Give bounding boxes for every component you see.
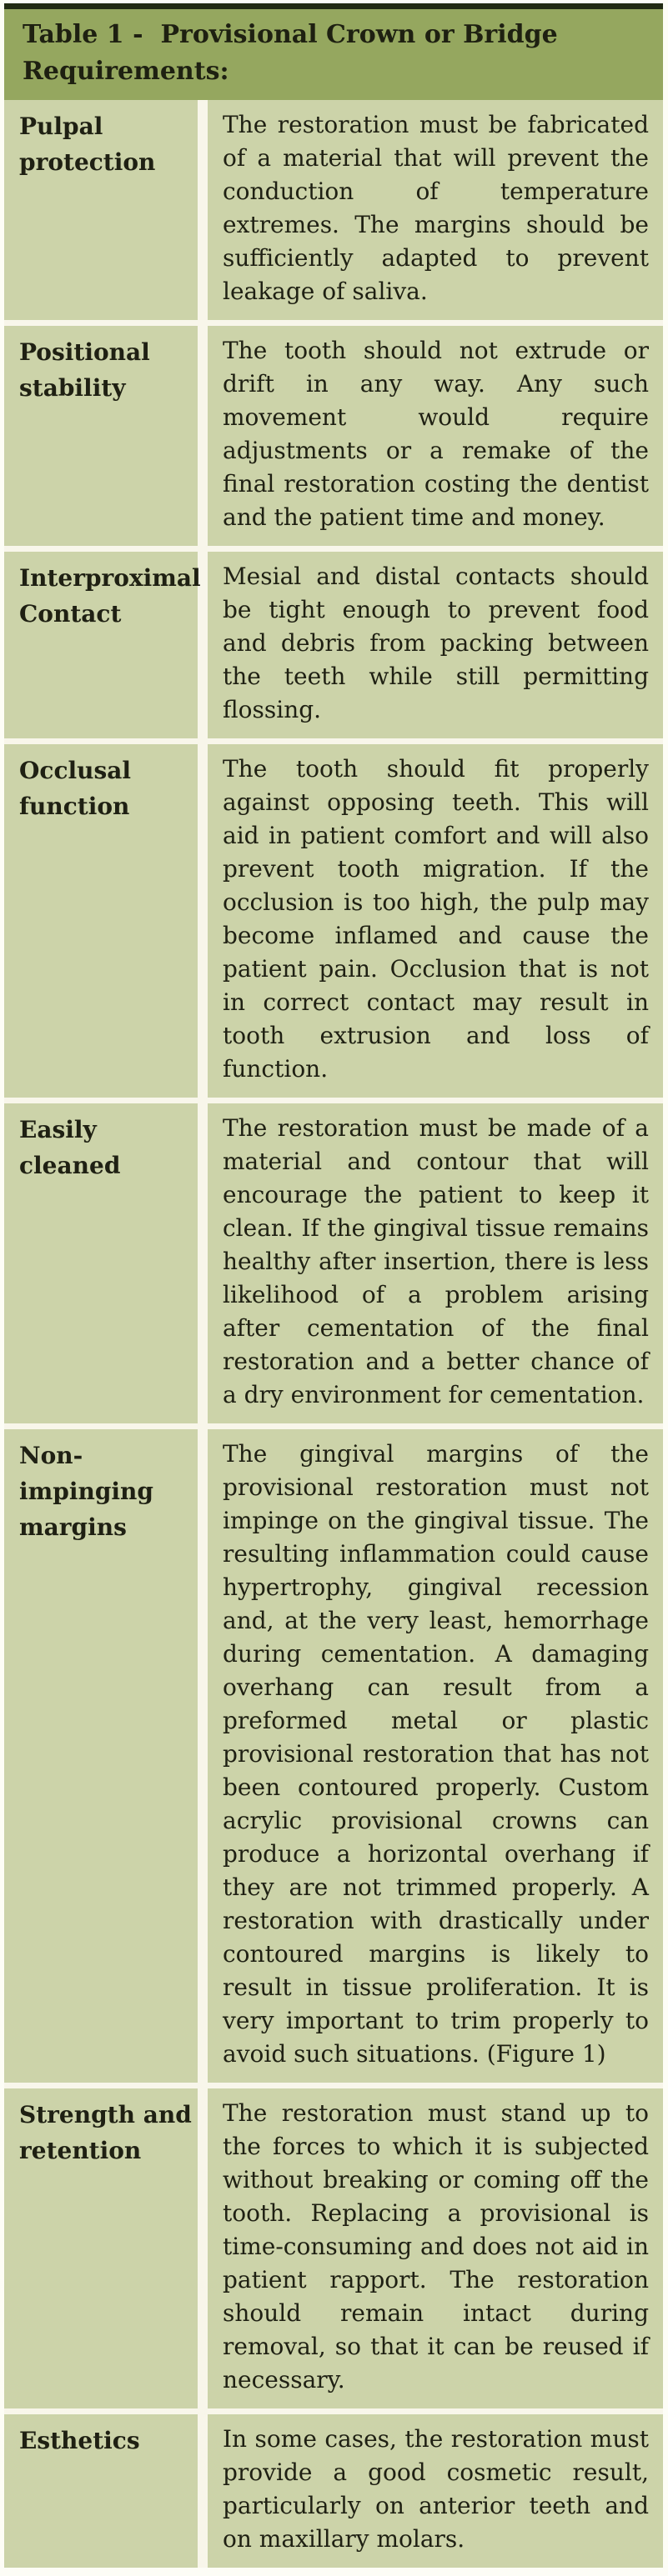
table-row [4,326,663,546]
row-text: The gingival margins of the provisional restoration must not impinge on the gingival tissue. The resulting inflammation could cause hypertrophy, gingival recession and, at the very least, hemorrhage during cementation. A damaging overhang can result from a preformed metal or plastic provisional restoration that has not been contoured properly. Custom acrylic provisional crowns can produce a horizontal overhang if they are not trimmed properly. A restoration with drastically under contoured margins is likely to result in tissue proliferation. It is very important to trim properly to avoid such situations. (Figure 1) [208,1429,663,2083]
row-text: The restoration must be fabricated of a material that will prevent the conduction of temperature extremes. The margins should be sufficiently adapted to prevent leakage of saliva. [208,100,663,320]
row-label: Occlusal function [4,744,198,1098]
table-row [4,1429,663,2083]
row-label: Interproximal Contact [4,552,198,738]
row-text: The tooth should not extrude or drift in any way. Any such movement would require adjustments or a remake of the final restoration costing the dentist and the patient time and money. [208,326,663,546]
table-row [4,744,663,1098]
table-title: Table 1 - Provisional Crown or Bridge Requirements: [4,9,663,100]
row-text: The tooth should fit properly against opposing teeth. This will aid in patient comfort and will also prevent tooth migration. If the occlusion is too high, the pulp may become inflamed and cause the patient pain. Occlusion that is not in correct contact may result in tooth extrusion and loss of function. [208,744,663,1098]
table-row [4,2088,663,2408]
table-row [4,1103,663,1423]
row-label: Non-impinging margins [4,1429,198,2083]
table-row [4,552,663,738]
row-label: Positional stability [4,326,198,546]
row-label: Strength and retention [4,2088,198,2408]
row-text: The restoration must be made of a material and contour that will encourage the patient to keep it clean. If the gingival tissue remains healthy after insertion, there is less likelihood of a problem arising after cementation of the final restoration and a better chance of a dry environment for cementation. [208,1103,663,1423]
row-label: Pulpal protection [4,100,198,320]
row-label: Easily cleaned [4,1103,198,1423]
row-text: The restoration must stand up to the forces to which it is subjected without breaking or coming off the tooth. Replacing a provisional is time-consuming and does not aid in patient rapport. The restoration should remain intact during removal, so that it can be reused if necessary. [208,2088,663,2408]
table-body [4,100,663,2568]
table-row [4,2414,663,2568]
row-label: Esthetics [4,2414,198,2568]
requirements-table [4,3,663,2568]
row-text: Mesial and distal contacts should be tight enough to prevent food and debris from packing between the teeth while still permitting flossing. [208,552,663,738]
table-row [4,100,663,320]
row-text: In some cases, the restoration must provide a good cosmetic result, particularly on anterior teeth and on maxillary molars. [208,2414,663,2568]
